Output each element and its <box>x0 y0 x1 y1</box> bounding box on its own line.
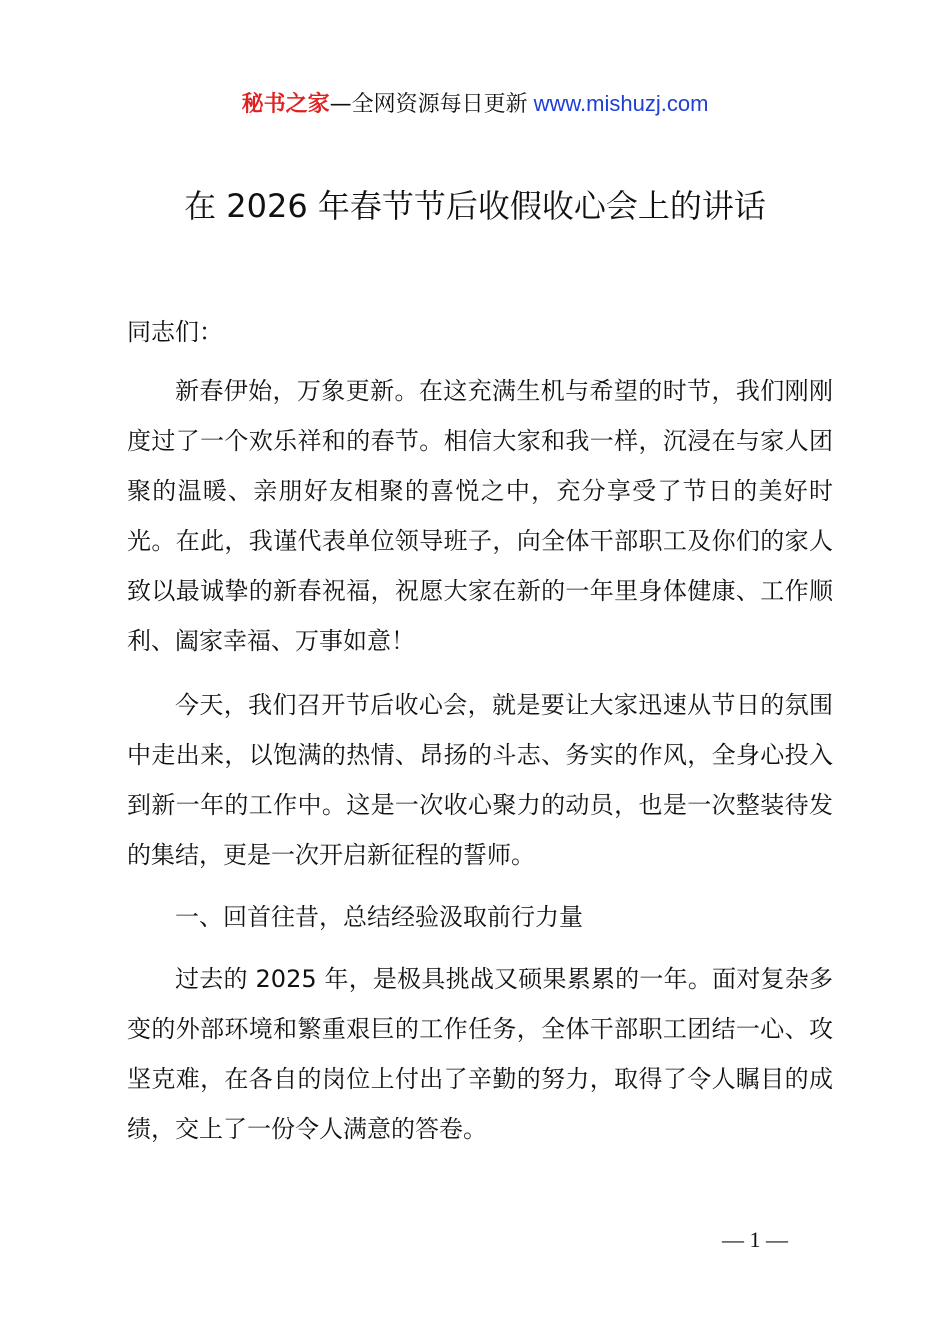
site-url-link[interactable]: www.mishuzj.com <box>533 91 709 116</box>
paragraph-1 <box>127 366 833 666</box>
page-number: — 1 — <box>722 1227 788 1252</box>
salutation-text: 同志们： <box>127 318 223 346</box>
site-header <box>0 86 950 123</box>
paragraph-text: 过去的 2025 年，是极具挑战又硕果累累的一年。面对复杂多变的外部环境和繁重艰巨的工作任务，全体干部职工团结一心、攻坚克难，在各自的岗位上付出了辛勤的努力，取得了令人瞩目的成绩，交上了一份令人满意的答卷。 <box>127 965 833 1143</box>
paragraph-2 <box>127 680 833 880</box>
header-tagline: —全网资源每日更新 <box>329 92 528 117</box>
paragraph-text: 今天，我们召开节后收心会，就是要让大家迅速从节日的氛围中走出来，以饱满的热情、昂扬的斗志、务实的作风，全身心投入到新一年的工作中。这是一次收心聚力的动员，也是一次整装待发的集结，更是一次开启新征程的誓师。 <box>127 691 833 869</box>
section-heading-text: 一、回首往昔，总结经验汲取前行力量 <box>175 903 583 931</box>
section-heading-1 <box>127 892 833 942</box>
paragraph-3 <box>127 954 833 1154</box>
paragraph-text: 新春伊始，万象更新。在这充满生机与希望的时节，我们刚刚度过了一个欢乐祥和的春节。相信大家和我一样，沉浸在与家人团聚的温暖、亲朋好友相聚的喜悦之中，充分享受了节日的美好时光。在此，我谨代表单位领导班子，向全体干部职工及你们的家人致以最诚挚的新春祝福，祝愿大家在新的一年里身体健康、工作顺利、阖家幸福、万事如意！ <box>127 377 833 655</box>
document-title: 在 2026 年春节节后收假收心会上的讲话 <box>184 187 766 225</box>
salutation <box>127 307 833 357</box>
brand-name: 秘书之家 <box>241 92 330 117</box>
